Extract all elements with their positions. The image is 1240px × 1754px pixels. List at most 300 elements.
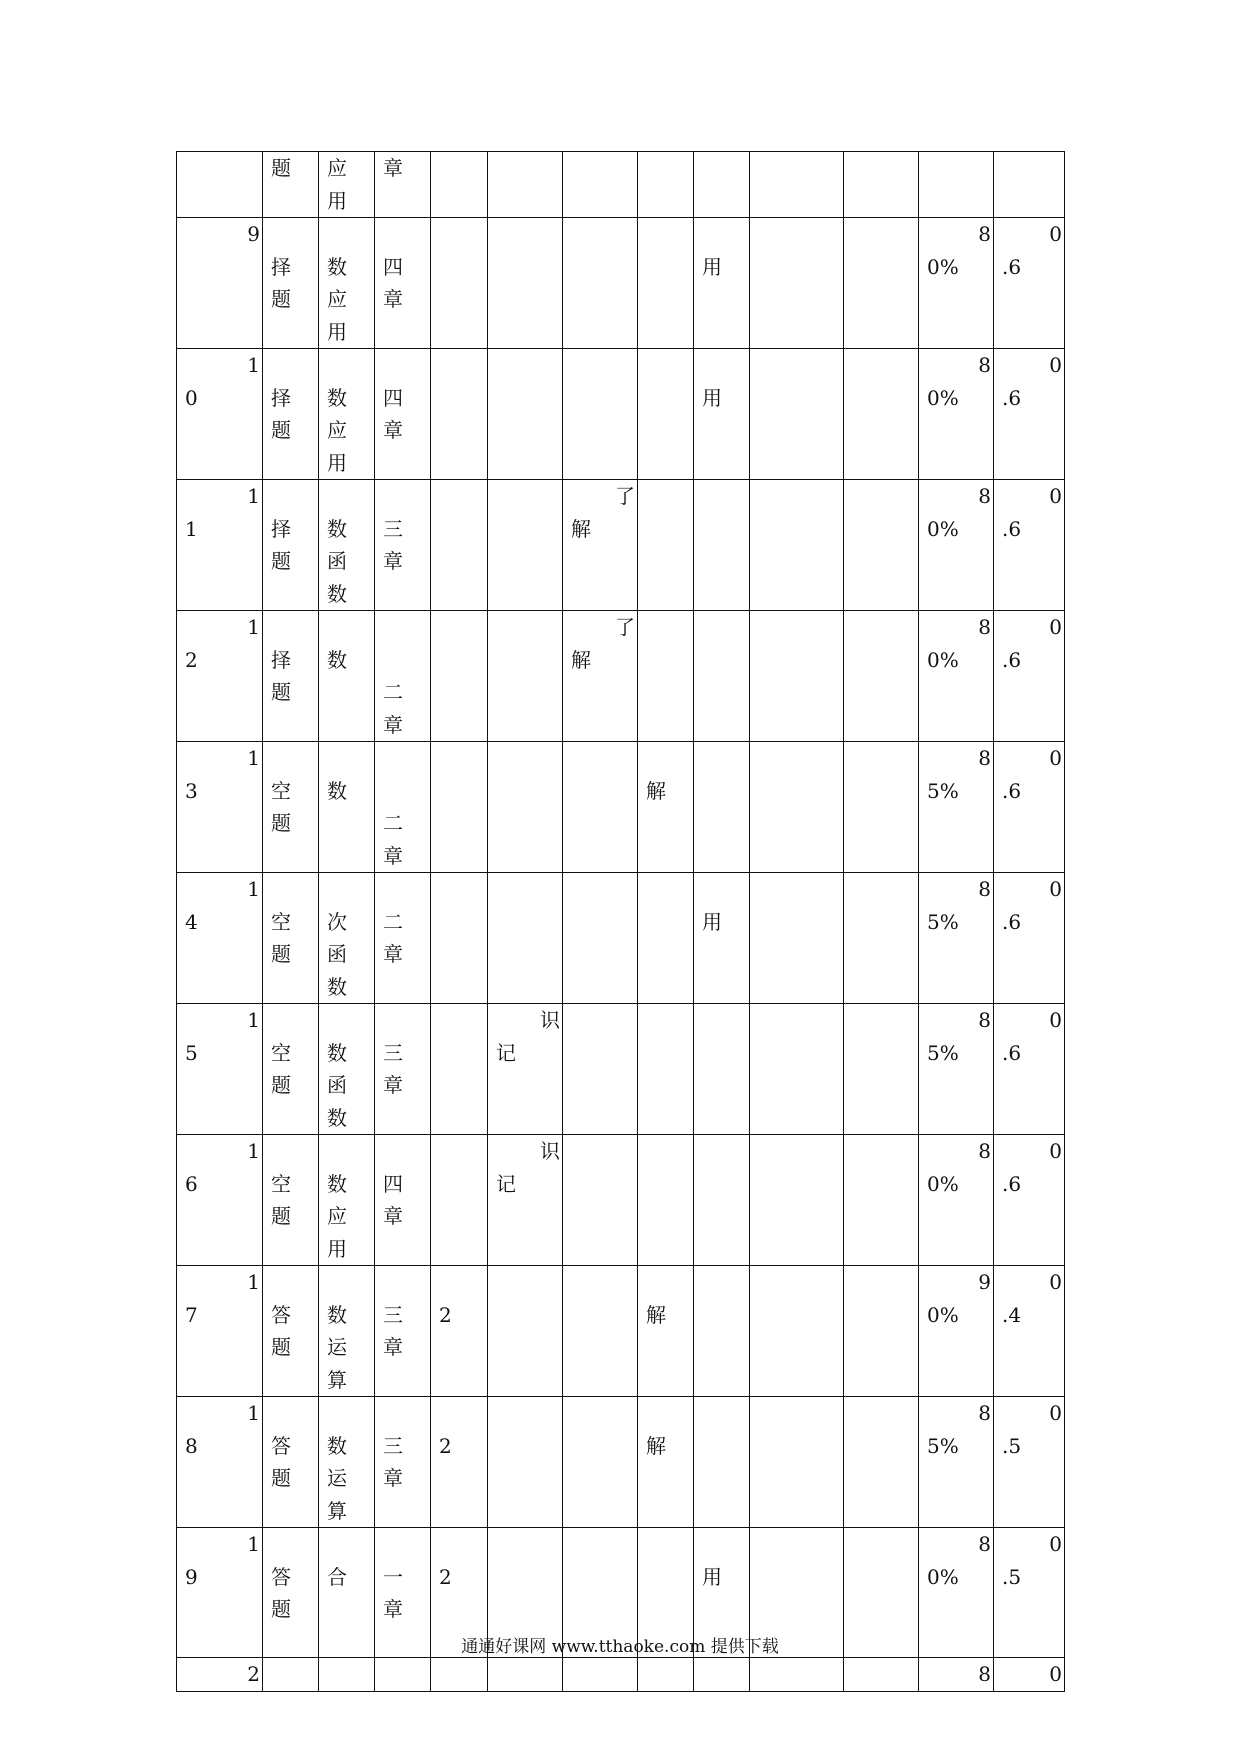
- pass-rate-bottom: 0%: [927, 1171, 959, 1196]
- difficulty-top: 0: [1049, 877, 1062, 901]
- topic-char: 数: [327, 516, 347, 541]
- question-type-char: 题: [271, 1466, 291, 1490]
- topic-char: 数: [327, 1105, 347, 1130]
- extra-cell-a: [750, 480, 844, 611]
- question-number-top: 1: [247, 877, 260, 901]
- chapter-cell: [375, 349, 431, 480]
- pass-rate-bottom: 5%: [927, 909, 959, 934]
- topic-cell: [319, 611, 375, 742]
- pass-rate-cell: [919, 611, 994, 742]
- table-row: [177, 873, 1065, 1004]
- topic-cell: [319, 480, 375, 611]
- topic-cell: [319, 1135, 375, 1266]
- extra-cell-a: [750, 1135, 844, 1266]
- level-char: 用: [702, 909, 722, 934]
- chapter-cell: [375, 1004, 431, 1135]
- difficulty-bottom: .6: [1002, 516, 1022, 541]
- difficulty-bottom: .5: [1002, 1433, 1022, 1458]
- level-recall-cell: [488, 1135, 563, 1266]
- level-apply-cell: [694, 1397, 750, 1528]
- table-row: [177, 1266, 1065, 1397]
- difficulty-bottom: .6: [1002, 1171, 1022, 1196]
- topic-cell: [319, 1266, 375, 1397]
- chapter-cell: [375, 480, 431, 611]
- extra-cell-b: [844, 1658, 919, 1692]
- level-char: 记: [496, 1040, 516, 1065]
- topic-char: 用: [327, 188, 347, 213]
- level-recall-cell: [488, 873, 563, 1004]
- chapter-cell: [375, 218, 431, 349]
- topic-char: 数: [327, 647, 347, 672]
- table-row: [177, 349, 1065, 480]
- extra-cell-a: [750, 742, 844, 873]
- pass-rate-bottom: 0%: [927, 385, 959, 410]
- topic-char: 数: [327, 1433, 347, 1458]
- question-type-char: 题: [271, 942, 291, 966]
- level-char: 用: [702, 1564, 722, 1589]
- difficulty-top: 0: [1049, 222, 1062, 246]
- chapter-char: 三: [383, 1040, 403, 1065]
- chapter-cell: [375, 1397, 431, 1528]
- chapter-char: 二: [383, 811, 403, 835]
- question-type-cell: [263, 611, 319, 742]
- difficulty-bottom: .6: [1002, 1040, 1022, 1065]
- topic-char: 用: [327, 1236, 347, 1261]
- question-type-cell: [263, 152, 319, 218]
- difficulty-bottom: .6: [1002, 909, 1022, 934]
- extra-cell-a: [750, 152, 844, 218]
- chapter-cell: [375, 1135, 431, 1266]
- question-type-cell: [263, 873, 319, 1004]
- chapter-char: 二: [383, 680, 403, 704]
- question-type-char: 题: [271, 287, 291, 311]
- level-understand-cell: [638, 1397, 694, 1528]
- question-number-top: 1: [247, 746, 260, 770]
- score-value: 2: [439, 1302, 452, 1327]
- chapter-cell: [375, 1266, 431, 1397]
- extra-cell-a: [750, 218, 844, 349]
- level-char: 用: [702, 385, 722, 410]
- extra-cell-b: [844, 873, 919, 1004]
- chapter-char: 章: [383, 549, 403, 573]
- level-apply-cell: [694, 480, 750, 611]
- level-char: 解: [646, 1433, 666, 1458]
- level-understand-cell: [638, 349, 694, 480]
- pass-rate-cell: [919, 1658, 994, 1692]
- question-number-cell: [177, 1266, 263, 1397]
- topic-char: 用: [327, 450, 347, 475]
- topic-char: 数: [327, 1302, 347, 1327]
- pass-rate-bottom: 5%: [927, 1040, 959, 1065]
- chapter-char: 章: [383, 287, 403, 311]
- topic-char: 合: [327, 1564, 347, 1589]
- chapter-cell: [375, 611, 431, 742]
- extra-cell-b: [844, 218, 919, 349]
- topic-char: 应: [327, 287, 347, 311]
- question-type-char: 择: [271, 516, 291, 541]
- level-know-cell: [563, 1135, 638, 1266]
- pass-rate-cell: [919, 480, 994, 611]
- pass-rate-bottom: 0%: [927, 1564, 959, 1589]
- pass-rate-top: 8: [978, 1662, 991, 1686]
- pass-rate-cell: [919, 349, 994, 480]
- topic-char: 应: [327, 418, 347, 442]
- question-number-top: 9: [247, 222, 260, 246]
- difficulty-bottom: .5: [1002, 1564, 1022, 1589]
- score-cell: [431, 1135, 488, 1266]
- topic-char: 应: [327, 156, 347, 180]
- score-cell: [431, 218, 488, 349]
- level-recall-cell: [488, 480, 563, 611]
- score-cell: [431, 1004, 488, 1135]
- question-number-top: 1: [247, 353, 260, 377]
- pass-rate-top: 8: [978, 746, 991, 770]
- extra-cell-a: [750, 1004, 844, 1135]
- difficulty-top: 0: [1049, 746, 1062, 770]
- level-apply-cell: [694, 152, 750, 218]
- question-number-cell: [177, 1658, 263, 1692]
- level-recall-cell: [488, 1658, 563, 1692]
- table-row: [177, 1135, 1065, 1266]
- chapter-char: 三: [383, 1302, 403, 1327]
- topic-cell: [319, 742, 375, 873]
- level-char: 用: [702, 254, 722, 279]
- level-recall-cell: [488, 1397, 563, 1528]
- question-type-char: 择: [271, 647, 291, 672]
- pass-rate-top: 8: [978, 484, 991, 508]
- level-understand-cell: [638, 1135, 694, 1266]
- chapter-char: 四: [383, 385, 403, 410]
- table-row: [177, 1658, 1065, 1692]
- level-know-cell: [563, 873, 638, 1004]
- difficulty-cell: [994, 742, 1065, 873]
- extra-cell-b: [844, 1135, 919, 1266]
- chapter-char: 章: [383, 1597, 403, 1621]
- extra-cell-b: [844, 742, 919, 873]
- extra-cell-b: [844, 152, 919, 218]
- extra-cell-a: [750, 1397, 844, 1528]
- pass-rate-cell: [919, 742, 994, 873]
- level-recall-cell: [488, 1004, 563, 1135]
- level-know-cell: [563, 742, 638, 873]
- chapter-char: 四: [383, 1171, 403, 1196]
- pass-rate-top: 9: [978, 1270, 991, 1294]
- question-number-bottom: 4: [185, 909, 198, 934]
- question-number-top: 1: [247, 1139, 260, 1163]
- level-understand-cell: [638, 1004, 694, 1135]
- question-number-cell: [177, 1004, 263, 1135]
- topic-char: 数: [327, 974, 347, 999]
- chapter-char: 一: [383, 1564, 403, 1589]
- extra-cell-b: [844, 611, 919, 742]
- difficulty-top: 0: [1049, 1532, 1062, 1556]
- question-number-bottom: 6: [185, 1171, 198, 1196]
- question-number-cell: [177, 218, 263, 349]
- level-apply-cell: [694, 611, 750, 742]
- difficulty-bottom: .4: [1002, 1302, 1022, 1327]
- level-understand-cell: [638, 742, 694, 873]
- question-type-char: 题: [271, 680, 291, 704]
- pass-rate-top: 8: [978, 877, 991, 901]
- topic-char: 数: [327, 1040, 347, 1065]
- level-char: 解: [646, 778, 666, 803]
- question-type-char: 题: [271, 1073, 291, 1097]
- question-number-top: 1: [247, 1532, 260, 1556]
- question-number-cell: [177, 611, 263, 742]
- question-type-cell: [263, 1004, 319, 1135]
- question-number-cell: [177, 1397, 263, 1528]
- level-char: 记: [496, 1171, 516, 1196]
- score-cell: [431, 480, 488, 611]
- difficulty-bottom: .6: [1002, 254, 1022, 279]
- pass-rate-bottom: 0%: [927, 1302, 959, 1327]
- question-number-cell: [177, 349, 263, 480]
- chapter-char: 章: [383, 843, 403, 868]
- level-apply-cell: [694, 873, 750, 1004]
- pass-rate-cell: [919, 1004, 994, 1135]
- topic-char: 数: [327, 254, 347, 279]
- difficulty-top: 0: [1049, 1139, 1062, 1163]
- chapter-char: 三: [383, 1433, 403, 1458]
- level-recall-cell: [488, 611, 563, 742]
- question-type-cell: [263, 480, 319, 611]
- chapter-cell: [375, 152, 431, 218]
- question-number-top: 1: [247, 1401, 260, 1425]
- score-cell: [431, 873, 488, 1004]
- question-type-cell: [263, 1135, 319, 1266]
- topic-char: 运: [327, 1335, 347, 1359]
- level-recall-cell: [488, 349, 563, 480]
- topic-char: 应: [327, 1204, 347, 1228]
- pass-rate-bottom: 0%: [927, 647, 959, 672]
- question-type-char: 题: [271, 1204, 291, 1228]
- question-type-char: 空: [271, 909, 291, 934]
- topic-char: 数: [327, 1171, 347, 1196]
- pass-rate-top: 8: [978, 1139, 991, 1163]
- question-type-char: 空: [271, 778, 291, 803]
- extra-cell-a: [750, 1266, 844, 1397]
- topic-char: 函: [327, 942, 347, 966]
- level-understand-cell: [638, 873, 694, 1004]
- level-char: 解: [571, 516, 591, 541]
- extra-cell-b: [844, 480, 919, 611]
- question-type-char: 题: [271, 811, 291, 835]
- difficulty-bottom: .6: [1002, 778, 1022, 803]
- score-cell: [431, 742, 488, 873]
- level-recall-cell: [488, 218, 563, 349]
- pass-rate-cell: [919, 218, 994, 349]
- question-number-bottom: 5: [185, 1040, 198, 1065]
- topic-char: 次: [327, 909, 347, 934]
- topic-cell: [319, 1658, 375, 1692]
- question-type-cell: [263, 1266, 319, 1397]
- difficulty-top: 0: [1049, 1662, 1062, 1686]
- difficulty-top: 0: [1049, 1401, 1062, 1425]
- chapter-char: 章: [383, 942, 403, 966]
- question-type-char: 答: [271, 1302, 291, 1327]
- extra-cell-a: [750, 1658, 844, 1692]
- level-know-cell: [563, 1658, 638, 1692]
- level-apply-cell: [694, 1266, 750, 1397]
- level-char: 了: [615, 484, 635, 508]
- extra-cell-b: [844, 1397, 919, 1528]
- level-know-cell: [563, 480, 638, 611]
- pass-rate-top: 8: [978, 615, 991, 639]
- topic-char: 数: [327, 581, 347, 606]
- level-know-cell: [563, 152, 638, 218]
- level-recall-cell: [488, 152, 563, 218]
- topic-char: 用: [327, 319, 347, 344]
- table-row: [177, 152, 1065, 218]
- level-char: 识: [540, 1139, 560, 1163]
- difficulty-cell: [994, 152, 1065, 218]
- difficulty-cell: [994, 1266, 1065, 1397]
- level-understand-cell: [638, 152, 694, 218]
- chapter-char: 章: [383, 1204, 403, 1228]
- question-type-char: 题: [271, 1335, 291, 1359]
- pass-rate-bottom: 5%: [927, 1433, 959, 1458]
- question-type-char: 答: [271, 1433, 291, 1458]
- topic-cell: [319, 1004, 375, 1135]
- level-apply-cell: [694, 1135, 750, 1266]
- level-know-cell: [563, 1397, 638, 1528]
- extra-cell-b: [844, 1266, 919, 1397]
- score-cell: [431, 152, 488, 218]
- score-value: 2: [439, 1433, 452, 1458]
- chapter-char: 三: [383, 516, 403, 541]
- pass-rate-bottom: 5%: [927, 778, 959, 803]
- question-number-top: 2: [247, 1662, 260, 1686]
- extra-cell-a: [750, 873, 844, 1004]
- score-cell: [431, 611, 488, 742]
- chapter-cell: [375, 1658, 431, 1692]
- pass-rate-cell: [919, 1397, 994, 1528]
- topic-char: 算: [327, 1367, 347, 1392]
- difficulty-cell: [994, 1658, 1065, 1692]
- extra-cell-a: [750, 349, 844, 480]
- pass-rate-cell: [919, 873, 994, 1004]
- level-apply-cell: [694, 349, 750, 480]
- chapter-char: 二: [383, 909, 403, 934]
- score-cell: [431, 1397, 488, 1528]
- question-type-char: 答: [271, 1564, 291, 1589]
- topic-cell: [319, 873, 375, 1004]
- pass-rate-top: 8: [978, 1532, 991, 1556]
- extra-cell-b: [844, 349, 919, 480]
- pass-rate-cell: [919, 1266, 994, 1397]
- chapter-char: 章: [383, 712, 403, 737]
- question-type-char: 题: [271, 549, 291, 573]
- topic-cell: [319, 218, 375, 349]
- level-understand-cell: [638, 611, 694, 742]
- table-row: [177, 480, 1065, 611]
- chapter-char: 章: [383, 418, 403, 442]
- level-char: 解: [646, 1302, 666, 1327]
- level-know-cell: [563, 1004, 638, 1135]
- pass-rate-bottom: 0%: [927, 254, 959, 279]
- topic-char: 算: [327, 1498, 347, 1523]
- question-type-char: 题: [271, 1597, 291, 1621]
- question-number-top: 1: [247, 1008, 260, 1032]
- chapter-cell: [375, 873, 431, 1004]
- difficulty-top: 0: [1049, 1008, 1062, 1032]
- level-understand-cell: [638, 480, 694, 611]
- topic-char: 函: [327, 1073, 347, 1097]
- level-know-cell: [563, 611, 638, 742]
- pass-rate-top: 8: [978, 353, 991, 377]
- level-apply-cell: [694, 1004, 750, 1135]
- question-type-cell: [263, 1658, 319, 1692]
- difficulty-bottom: .6: [1002, 647, 1022, 672]
- question-number-bottom: 9: [185, 1564, 198, 1589]
- pass-rate-top: 8: [978, 1008, 991, 1032]
- difficulty-top: 0: [1049, 1270, 1062, 1294]
- score-cell: [431, 1658, 488, 1692]
- level-char: 识: [540, 1008, 560, 1032]
- score-cell: [431, 349, 488, 480]
- topic-char: 函: [327, 549, 347, 573]
- exam-spec-table: [176, 151, 1065, 1692]
- question-number-bottom: 7: [185, 1302, 198, 1327]
- level-char: 了: [615, 615, 635, 639]
- question-type-cell: [263, 742, 319, 873]
- difficulty-top: 0: [1049, 484, 1062, 508]
- chapter-char: 四: [383, 254, 403, 279]
- level-know-cell: [563, 218, 638, 349]
- question-type-char: 题: [271, 156, 291, 180]
- chapter-char: 章: [383, 156, 403, 180]
- question-number-top: 1: [247, 484, 260, 508]
- question-type-char: 择: [271, 254, 291, 279]
- difficulty-cell: [994, 611, 1065, 742]
- score-value: 2: [439, 1564, 452, 1589]
- difficulty-top: 0: [1049, 353, 1062, 377]
- difficulty-cell: [994, 349, 1065, 480]
- level-recall-cell: [488, 742, 563, 873]
- question-type-cell: [263, 349, 319, 480]
- question-number-top: 1: [247, 1270, 260, 1294]
- question-number-cell: [177, 480, 263, 611]
- difficulty-cell: [994, 218, 1065, 349]
- question-number-top: 1: [247, 615, 260, 639]
- question-type-char: 题: [271, 418, 291, 442]
- level-know-cell: [563, 349, 638, 480]
- table-row: [177, 1004, 1065, 1135]
- topic-char: 数: [327, 385, 347, 410]
- score-cell: [431, 1266, 488, 1397]
- topic-char: 数: [327, 778, 347, 803]
- extra-cell-a: [750, 611, 844, 742]
- chapter-char: 章: [383, 1335, 403, 1359]
- pass-rate-cell: [919, 152, 994, 218]
- question-number-bottom: 3: [185, 778, 198, 803]
- level-understand-cell: [638, 218, 694, 349]
- topic-cell: [319, 152, 375, 218]
- question-type-cell: [263, 218, 319, 349]
- pass-rate-cell: [919, 1135, 994, 1266]
- level-apply-cell: [694, 742, 750, 873]
- extra-cell-b: [844, 1004, 919, 1135]
- question-number-cell: [177, 873, 263, 1004]
- topic-cell: [319, 1397, 375, 1528]
- difficulty-cell: [994, 480, 1065, 611]
- level-understand-cell: [638, 1658, 694, 1692]
- question-type-cell: [263, 1397, 319, 1528]
- difficulty-cell: [994, 873, 1065, 1004]
- level-know-cell: [563, 1266, 638, 1397]
- question-number-bottom: 2: [185, 647, 198, 672]
- question-number-bottom: 8: [185, 1433, 198, 1458]
